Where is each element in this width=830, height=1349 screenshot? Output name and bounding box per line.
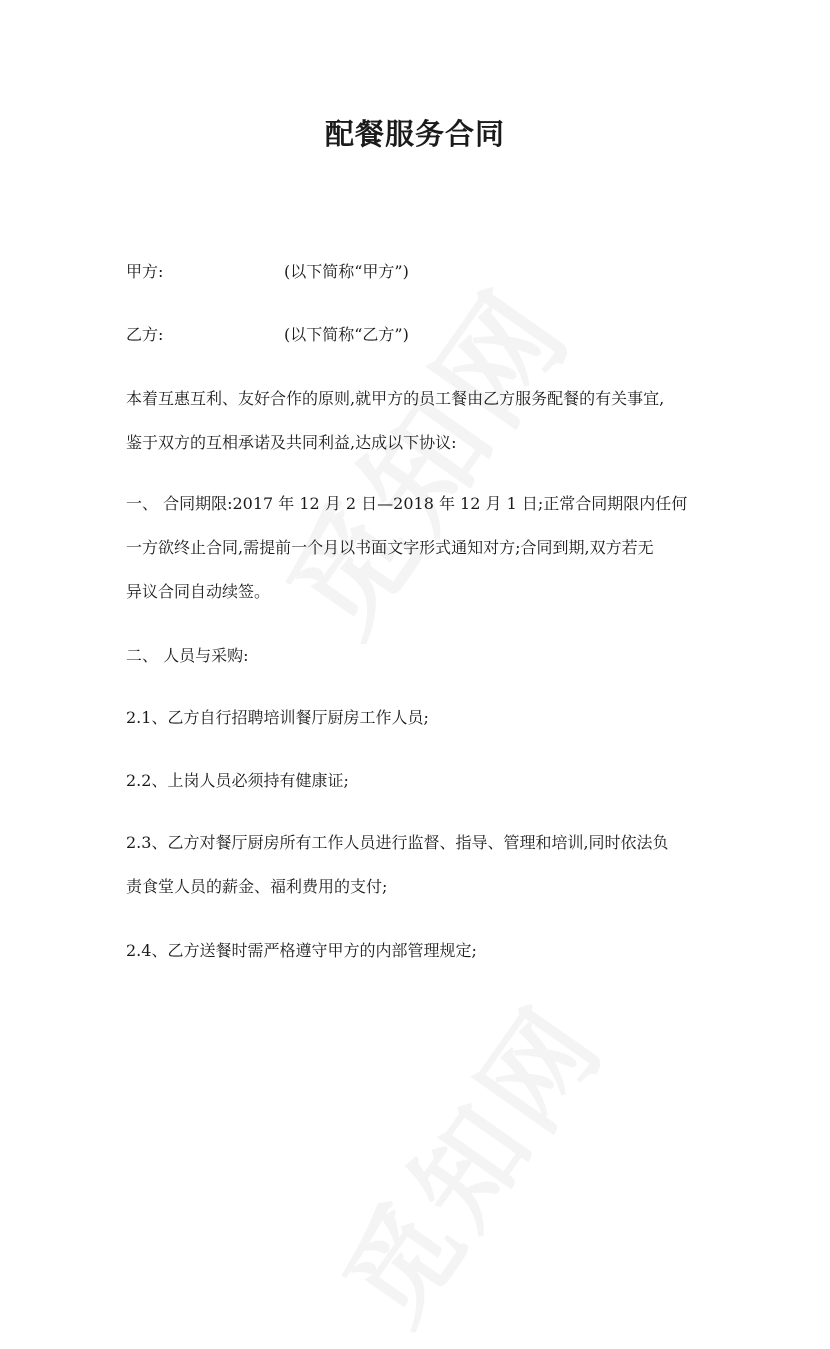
party-a-label: 甲方: xyxy=(126,262,164,281)
intro-line-2: 鉴于双方的互相承诺及共同利益,达成以下协议: xyxy=(126,433,457,452)
watermark-bottom xyxy=(301,969,633,1349)
item-2-3-line-2: 责食堂人员的薪金、福利费用的支付; xyxy=(126,877,388,896)
party-b-label: 乙方: xyxy=(126,325,164,344)
section-1-line-2: 一方欲终止合同,需提前一个月以书面文字形式通知对方;合同到期,双方若无 xyxy=(126,538,654,557)
item-2-2: 2.2、上岗人员必须持有健康证; xyxy=(126,771,349,790)
document-title: 配餐服务合同 xyxy=(324,117,505,151)
section-1-line-1: 一、 合同期限:2017 年 12 月 2 日—2018 年 12 月 1 日;正常合同期限内任何 xyxy=(126,494,688,513)
item-2-4: 2.4、乙方送餐时需严格遵守甲方的内部管理规定; xyxy=(126,941,477,960)
watermark xyxy=(241,249,602,662)
party-b-note: (以下简称“乙方”) xyxy=(284,325,409,344)
item-2-3-line-1: 2.3、乙方对餐厅厨房所有工作人员进行监督、指导、管理和培训,同时依法负 xyxy=(126,833,669,852)
intro-line-1: 本着互惠互利、友好合作的原则,就甲方的员工餐由乙方服务配餐的有关事宜, xyxy=(126,389,665,408)
item-2-1: 2.1、乙方自行招聘培训餐厅厨房工作人员; xyxy=(126,708,429,727)
section-1-line-3: 异议合同自动续签。 xyxy=(126,582,271,601)
section-2-heading: 二、 人员与采购: xyxy=(126,646,249,665)
party-a-note: (以下简称“甲方”) xyxy=(284,262,409,281)
